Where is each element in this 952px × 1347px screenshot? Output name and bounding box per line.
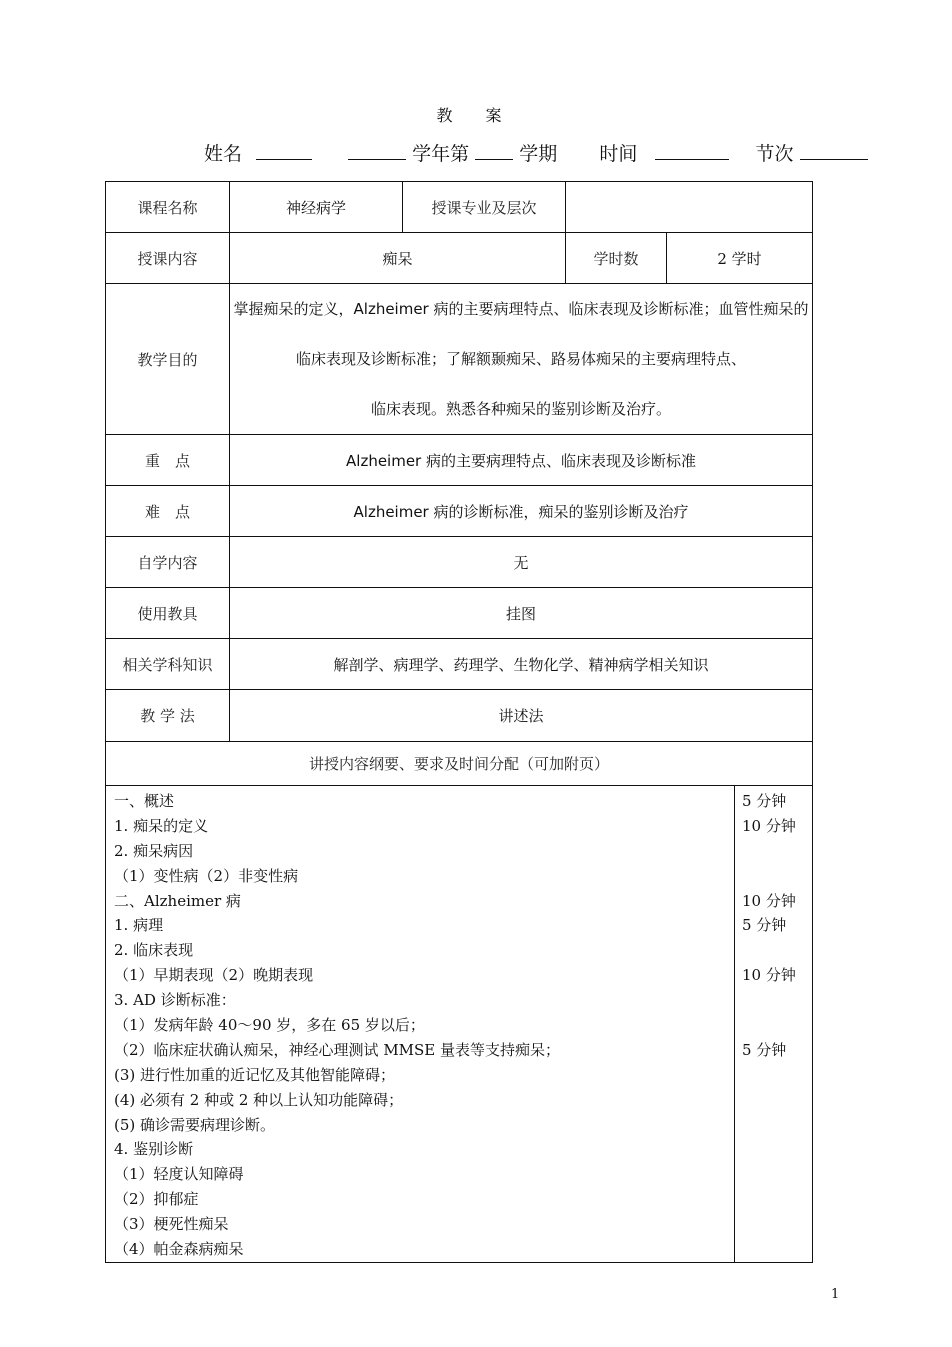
method-label: 教 学 法 (106, 690, 230, 742)
hours-value: 2 学时 (667, 233, 813, 284)
row-teaching-goal (106, 284, 813, 435)
row-tools (106, 588, 813, 639)
outline-item: （1）发病年龄 40～90 岁，多在 65 岁以后； (114, 1016, 425, 1035)
period-blank (800, 139, 868, 160)
outline-time: 5 分钟 (742, 916, 787, 935)
time-blank (655, 139, 729, 160)
row-method (106, 690, 813, 742)
outline-time (735, 938, 812, 963)
row-key-point (106, 435, 813, 486)
row-content (106, 233, 813, 284)
outline-item: （1）早期表现（2）晚期表现 (114, 966, 314, 985)
outline-lines (106, 786, 734, 1262)
outline-time: 10 分钟 (742, 891, 796, 910)
outline-time (735, 1063, 812, 1088)
name-blank (256, 139, 312, 160)
outline-item: （3）梗死性痴呆 (114, 1215, 229, 1234)
teaching-goal-label: 教学目的 (106, 284, 230, 435)
row-outline-header (106, 742, 813, 786)
row-related-knowledge (106, 639, 813, 690)
outline-content (106, 786, 735, 1263)
teaching-goal-main: 掌握痴呆的定义，Alzheimer 病的主要病理特点、临床表现及诊断标准；血管性痴呆的临床表现及诊断标准；了解额颞痴呆、路易体痴呆的主要病理特点、 (233, 300, 809, 368)
outline-item: (4) 必须有 2 种或 2 种以上认知功能障碍； (114, 1090, 404, 1109)
tools-label: 使用教具 (106, 588, 230, 639)
outline-time (735, 839, 812, 864)
self-study-value: 无 (230, 537, 813, 588)
outline-item: 一、概述 (114, 792, 175, 810)
name-label: 姓名 (204, 143, 243, 165)
outline-time (735, 1113, 812, 1138)
key-point-value: Alzheimer 病的主要病理特点、临床表现及诊断标准 (230, 435, 813, 486)
outline-header: 讲授内容纲要、要求及时间分配（可加附页） (106, 742, 813, 786)
outline-time: 10 分钟 (742, 966, 796, 985)
outline-item: 1. 痴呆的定义 (114, 816, 209, 835)
term-blank (475, 139, 513, 160)
teaching-goal-text (230, 284, 813, 435)
outline-time: 10 分钟 (742, 816, 796, 835)
outline-time-column (735, 786, 813, 1263)
outline-item: 二、Alzheimer 病 (114, 891, 241, 910)
outline-time (735, 1187, 812, 1212)
header-info-line (204, 139, 868, 166)
outline-item: （4）帕金森病痴呆 (114, 1240, 244, 1259)
year-blank (348, 139, 406, 160)
outline-time (735, 1237, 812, 1262)
outline-item: （1）变性病（2）非变性病 (114, 866, 299, 885)
outline-item: 2. 临床表现 (114, 941, 194, 960)
time-label: 时间 (599, 143, 638, 165)
outline-item: (5) 确诊需要病理诊断。 (114, 1115, 276, 1134)
major-value (566, 182, 813, 233)
outline-item: （1）轻度认知障碍 (114, 1165, 244, 1184)
course-name-label: 课程名称 (106, 182, 230, 233)
course-name-value: 神经病学 (230, 182, 403, 233)
outline-item: （2）临床症状确认痴呆，神经心理测试 MMSE 量表等支持痴呆； (114, 1040, 561, 1059)
hours-label: 学时数 (566, 233, 667, 284)
outline-time: 5 分钟 (742, 1040, 787, 1059)
tools-value: 挂图 (230, 588, 813, 639)
outline-item: 2. 痴呆病因 (114, 841, 194, 860)
semester-label: 学期 (519, 143, 558, 165)
outline-item: 1. 病理 (114, 916, 164, 935)
term-label: 学年第 (412, 143, 470, 165)
outline-time (735, 1212, 812, 1237)
method-value: 讲述法 (230, 690, 813, 742)
row-difficulty (106, 486, 813, 537)
outline-time (735, 1013, 812, 1038)
outline-time: 5 分钟 (742, 792, 787, 810)
teaching-goal-last-line: 临床表现。熟悉各种痴呆的鉴别诊断及治疗。 (371, 400, 672, 418)
related-knowledge-label: 相关学科知识 (106, 639, 230, 690)
outline-time (735, 1162, 812, 1187)
page-number: 1 (831, 1287, 840, 1302)
outline-item: (3) 进行性加重的近记忆及其他智能障碍； (114, 1065, 396, 1084)
row-course-name (106, 182, 813, 233)
content-label: 授课内容 (106, 233, 230, 284)
key-point-label: 重 点 (106, 435, 230, 486)
outline-time (735, 1088, 812, 1113)
row-outline (106, 786, 813, 1263)
outline-time (735, 1137, 812, 1162)
document-title: 教 案 (436, 106, 516, 125)
period-label: 节次 (755, 143, 794, 165)
difficulty-label: 难 点 (106, 486, 230, 537)
outline-item: 4. 鉴别诊断 (114, 1140, 194, 1159)
outline-item: （2）抑郁症 (114, 1190, 199, 1209)
lesson-plan-table (105, 181, 813, 1263)
major-label: 授课专业及层次 (403, 182, 566, 233)
difficulty-value: Alzheimer 病的诊断标准，痴呆的鉴别诊断及治疗 (230, 486, 813, 537)
outline-time (735, 988, 812, 1013)
content-value: 痴呆 (230, 233, 566, 284)
time-lines (735, 786, 812, 1262)
row-self-study (106, 537, 813, 588)
related-knowledge-value: 解剖学、病理学、药理学、生物化学、精神病学相关知识 (230, 639, 813, 690)
self-study-label: 自学内容 (106, 537, 230, 588)
outline-time (735, 864, 812, 889)
outline-item: 3. AD 诊断标准： (114, 991, 236, 1010)
